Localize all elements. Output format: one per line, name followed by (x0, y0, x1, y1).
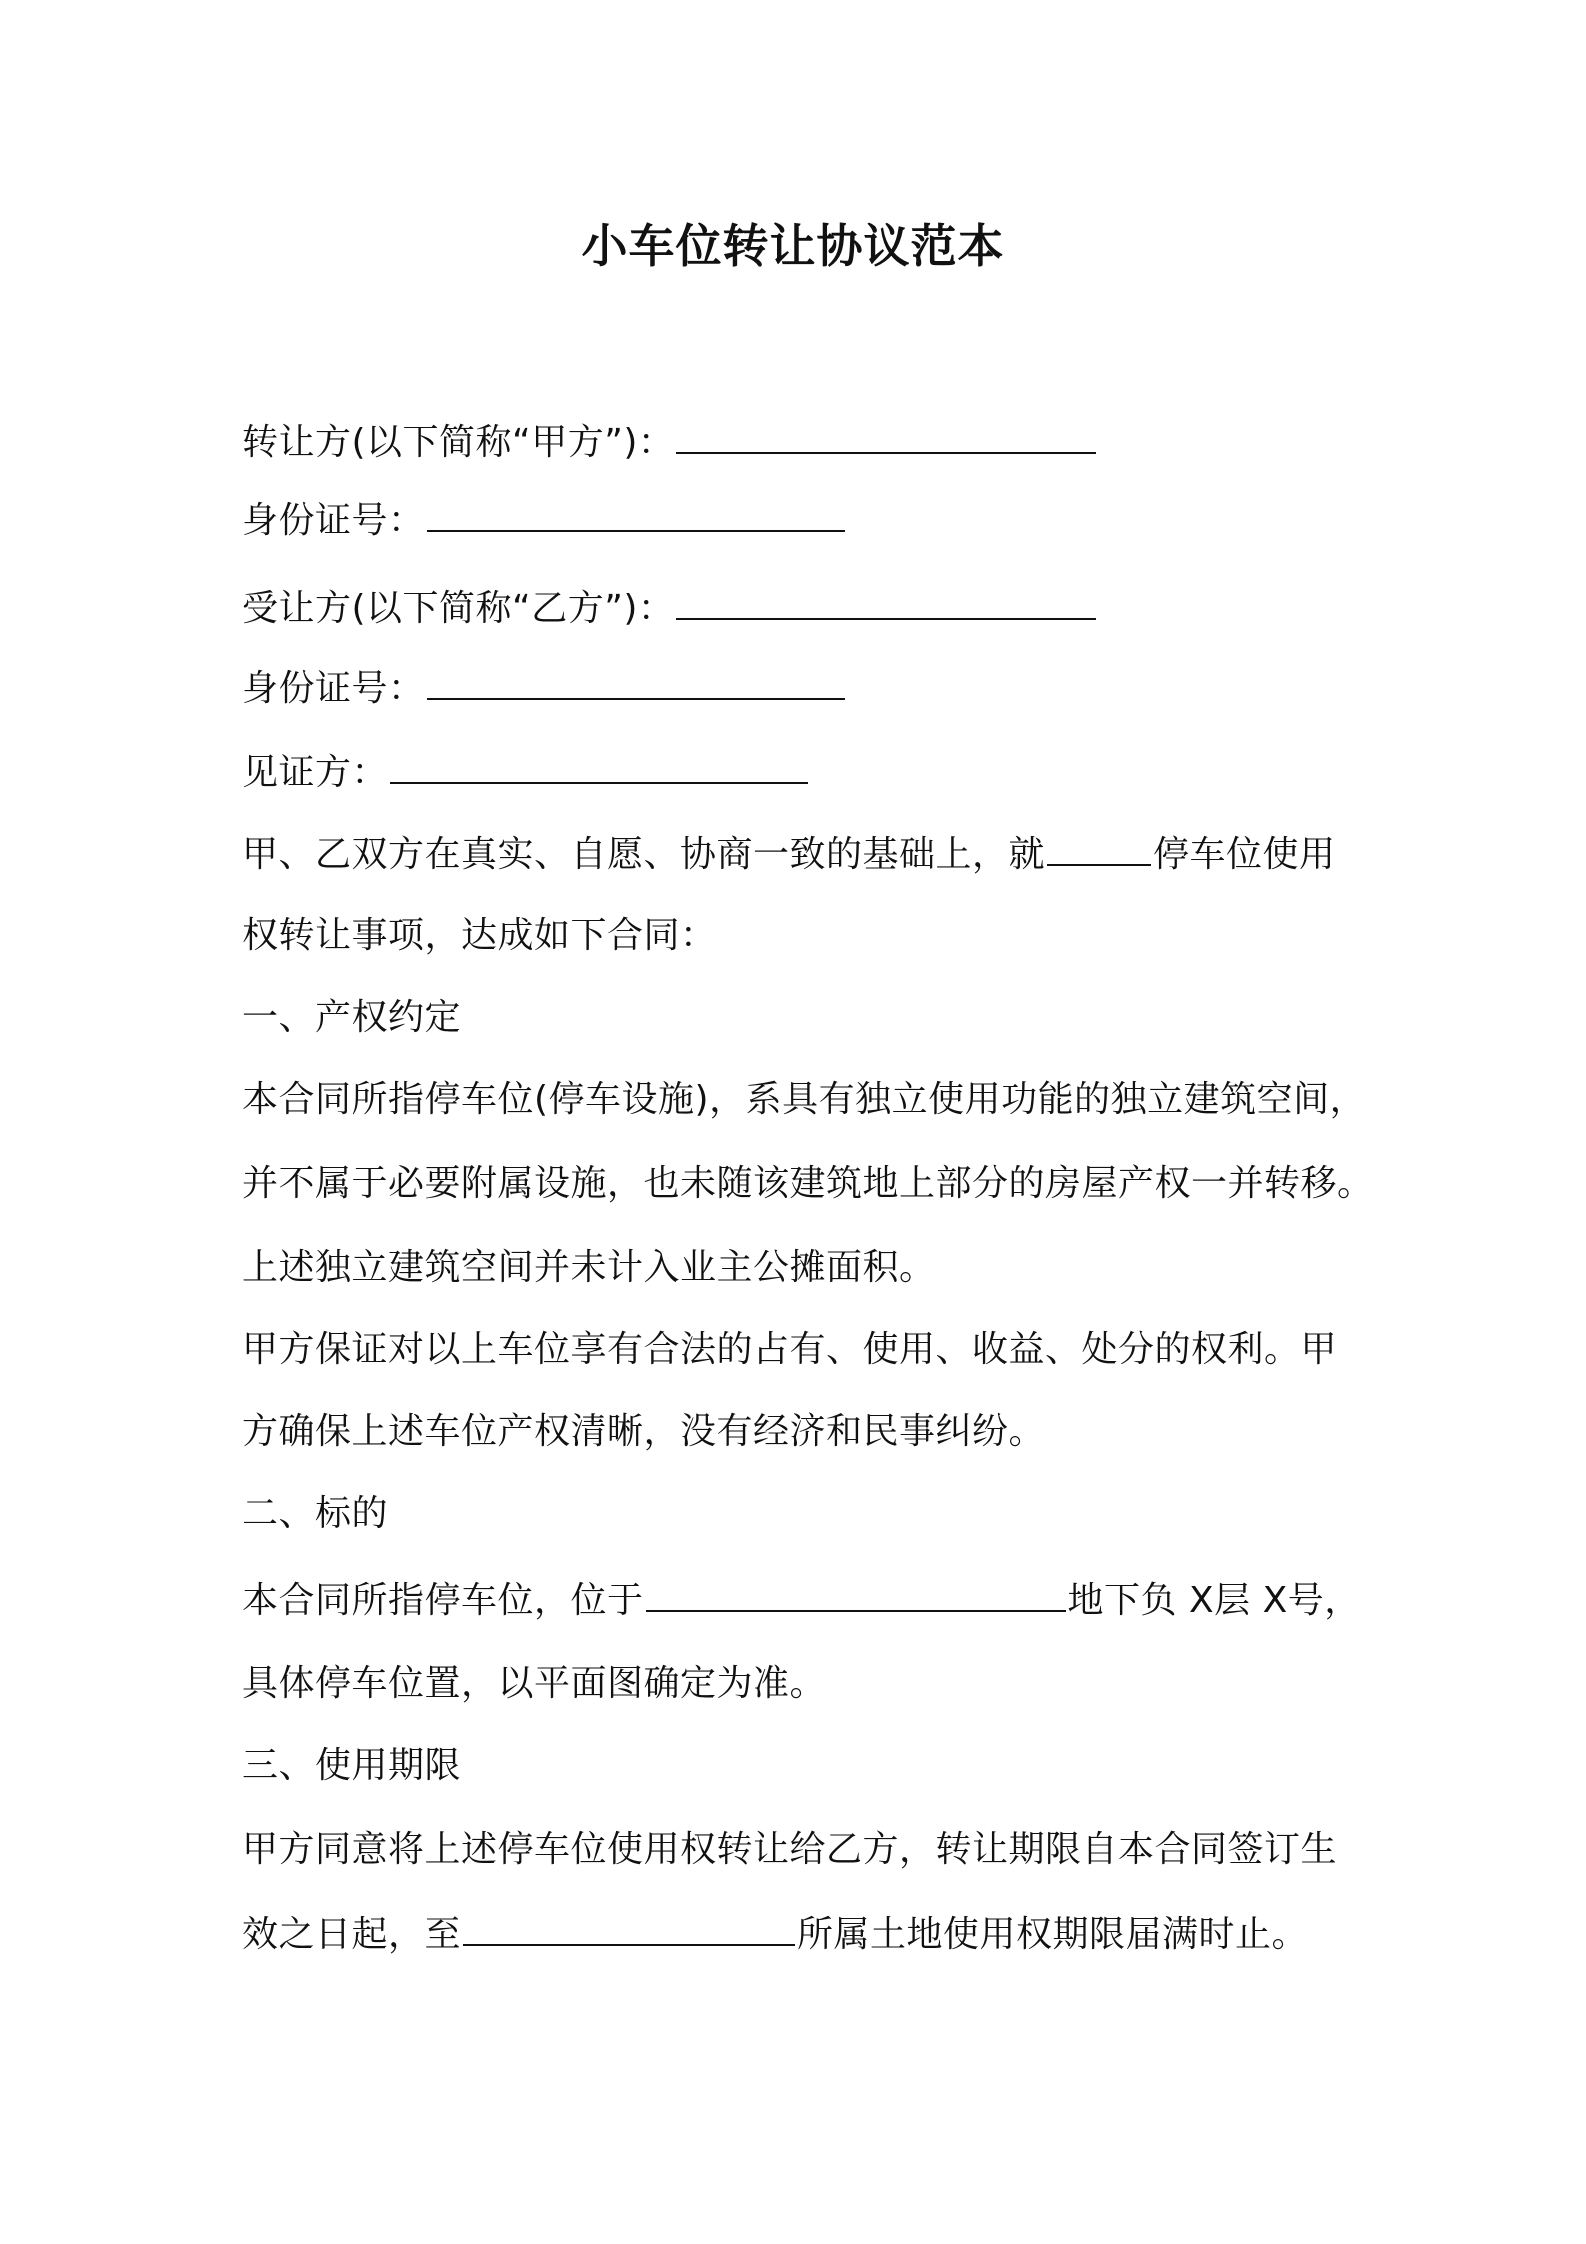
document-title: 小车位转让协议范本 (581, 219, 1005, 273)
transferor-label: 转让方(以下简称“甲方”)： (242, 422, 675, 463)
intro-text-a: 甲、乙双方在真实、自愿、协商一致的基础上，就 (242, 834, 1046, 875)
transferee-id-line (242, 664, 1392, 713)
witness-line (242, 748, 1392, 797)
section1-p1-line2: 并不属于必要附属设施，也未随该建筑地上部分的房屋产权一并转移。 (242, 1163, 1374, 1204)
location-blank (646, 1576, 1066, 1612)
intro-line-2 (242, 912, 1392, 960)
section1-p1-line3: 上述独立建筑空间并未计入业主公摊面积。 (242, 1247, 936, 1288)
intro-blank (1047, 830, 1151, 866)
section1-p2-line2: 方确保上述车位产权清晰，没有经济和民事纠纷。 (242, 1411, 1046, 1452)
transferor-id-line (242, 496, 1392, 545)
transferor-line (242, 418, 1392, 467)
intro-line-1 (242, 830, 1392, 879)
transferee-blank (676, 584, 1096, 620)
witness-blank (390, 748, 808, 784)
section2-heading: 二、标的 (242, 1493, 389, 1534)
transferee-id-label: 身份证号： (242, 668, 425, 709)
section1-heading: 一、产权约定 (242, 997, 462, 1038)
section2-line-1 (242, 1576, 1392, 1625)
transferee-id-blank (427, 664, 845, 700)
intro-text-b: 停车位使用 (1153, 834, 1336, 875)
witness-label: 见证方： (242, 752, 389, 793)
section3-heading: 三、使用期限 (242, 1745, 462, 1786)
section3-text-a: 效之日起，至 (242, 1914, 462, 1955)
section1-p2-line1: 甲方保证对以上车位享有合法的占有、使用、收益、处分的权利。甲 (242, 1329, 1338, 1370)
transferee-label: 受让方(以下简称“乙方”)： (242, 588, 675, 629)
section2-text-b: 地下负 X层 X号， (1067, 1580, 1361, 1621)
term-end-blank (463, 1910, 795, 1946)
intro-text-2: 权转让事项，达成如下合同： (242, 915, 717, 956)
section1-p1-line1: 本合同所指停车位(停车设施)，系具有独立使用功能的独立建筑空间， (242, 1079, 1367, 1120)
transferor-id-label: 身份证号： (242, 500, 425, 541)
transferor-id-blank (427, 496, 845, 532)
transferee-line (242, 584, 1392, 633)
section3-text-b: 所属土地使用权期限届满时止。 (797, 1914, 1309, 1955)
section3-line-2 (242, 1910, 1392, 1959)
section3-line-1: 甲方同意将上述停车位使用权转让给乙方，转让期限自本合同签订生 (242, 1829, 1338, 1870)
section2-line-2: 具体停车位置，以平面图确定为准。 (242, 1663, 827, 1704)
transferor-blank (676, 418, 1096, 454)
section2-text-a: 本合同所指停车位，位于 (242, 1580, 644, 1621)
